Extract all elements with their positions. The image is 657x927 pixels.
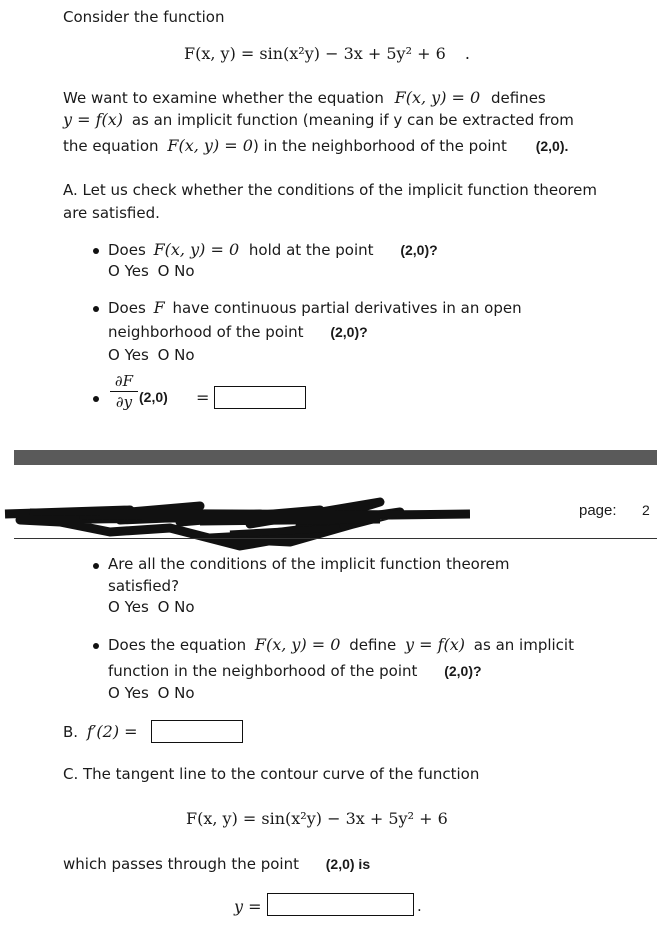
- bullet: [93, 563, 99, 569]
- function-formula-text: F(x, y) = sin(x²y) − 3x + 5y² + 6: [184, 44, 446, 63]
- partial-derivative-input[interactable]: [214, 386, 306, 409]
- redaction-scribble: [0, 492, 470, 552]
- formula-period: .: [464, 44, 470, 63]
- q3-point: (2,0): [139, 389, 168, 405]
- para1-math-c: F(x, y) = 0: [167, 136, 253, 155]
- q5-mid: define: [349, 636, 397, 654]
- q4-no-radio[interactable]: O No: [157, 598, 195, 616]
- header-rule: [14, 538, 657, 539]
- partC-line1: C. The tangent line to the contour curve of the function: [63, 765, 480, 783]
- q2-pre: Does: [108, 299, 146, 317]
- q4-radio-group: [108, 598, 195, 616]
- para1-math-a: F(x, y) = 0: [394, 88, 481, 107]
- q5-point: (2,0)?: [444, 663, 482, 679]
- page-number: 2: [642, 502, 650, 518]
- derivative-answer-input[interactable]: [151, 720, 243, 743]
- q5-post: as an implicit: [473, 636, 574, 654]
- q2-yes-radio[interactable]: O Yes: [108, 346, 149, 364]
- q2-radio-group: [108, 346, 195, 364]
- q2-line2-text: neighborhood of the point: [108, 323, 304, 341]
- para1-text-a: We want to examine whether the equation: [63, 89, 384, 107]
- bullet: [93, 396, 99, 402]
- q1-no-radio[interactable]: O No: [157, 262, 195, 280]
- partB-math: f′(2) =: [86, 722, 138, 741]
- q1-text: [108, 240, 438, 259]
- partC-function-formula: F(x, y) = sin(x²y) − 3x + 5y² + 6: [186, 809, 448, 828]
- para1-line3: [63, 136, 568, 155]
- q1-pre: Does: [108, 241, 146, 259]
- para1-point: (2,0).: [535, 138, 569, 154]
- q2-post: have continuous partial derivatives in an open: [172, 299, 522, 317]
- function-formula: [184, 44, 470, 63]
- q1-radio-group: [108, 262, 195, 280]
- para1-text-e: ) in the neighborhood of the point: [252, 137, 507, 155]
- q1-post: hold at the point: [248, 241, 374, 259]
- page-label: page:: [579, 502, 617, 519]
- q5-line2-text: function in the neighborhood of the point: [108, 662, 418, 680]
- partA-line2: are satisfied.: [63, 204, 160, 222]
- q4-line2: satisfied?: [108, 577, 180, 595]
- bullet: [93, 248, 99, 254]
- page-separator: [14, 450, 657, 465]
- q5-no-radio[interactable]: O No: [157, 684, 195, 702]
- partial-fraction: [108, 372, 140, 411]
- q1-yes-radio[interactable]: O Yes: [108, 262, 149, 280]
- tangent-period: .: [417, 897, 422, 915]
- q4-line1: Are all the conditions of the implicit function theorem: [108, 555, 510, 573]
- q2-no-radio[interactable]: O No: [157, 346, 195, 364]
- q2-math: F: [153, 298, 165, 317]
- q5-line1: [108, 635, 574, 654]
- q3-equals: =: [196, 388, 210, 407]
- partB-prefix: B.: [63, 723, 79, 741]
- q5-yes-radio[interactable]: O Yes: [108, 684, 149, 702]
- para1-text-b: defines: [490, 89, 546, 107]
- partial-denominator: ∂y: [115, 393, 133, 411]
- tangent-line-input[interactable]: [267, 893, 414, 916]
- partC-line2-text: which passes through the point: [63, 855, 299, 873]
- q5-radio-group: [108, 684, 195, 702]
- q5-pre: Does the equation: [108, 636, 247, 654]
- tangent-lhs: y =: [234, 897, 262, 916]
- partB-label: [63, 722, 138, 741]
- q5-line2: [108, 662, 482, 680]
- q2-line1: [108, 298, 522, 317]
- para1-line1: [63, 88, 596, 107]
- q4-yes-radio[interactable]: O Yes: [108, 598, 149, 616]
- partial-numerator: ∂F: [114, 372, 134, 390]
- q1-math: F(x, y) = 0: [153, 240, 240, 259]
- q2-line2: [108, 323, 368, 341]
- bullet: [93, 306, 99, 312]
- q5-math-b: y = f(x): [404, 635, 466, 654]
- q1-point: (2,0)?: [400, 242, 438, 258]
- intro-text: Consider the function: [63, 8, 225, 26]
- q2-point: (2,0)?: [330, 324, 368, 340]
- bullet: [93, 643, 99, 649]
- partC-point: (2,0) is: [325, 856, 371, 872]
- para1-text-c: as an implicit function (meaning if y can be extracted from: [131, 111, 574, 129]
- partC-line2: [63, 855, 370, 873]
- partA-line1: A. Let us check whether the conditions of the implicit function theorem: [63, 181, 597, 199]
- para1-line2: [63, 110, 574, 129]
- para1-math-b: y = f(x): [63, 110, 124, 129]
- para1-text-d: the equation: [63, 137, 159, 155]
- q5-math-a: F(x, y) = 0: [254, 635, 341, 654]
